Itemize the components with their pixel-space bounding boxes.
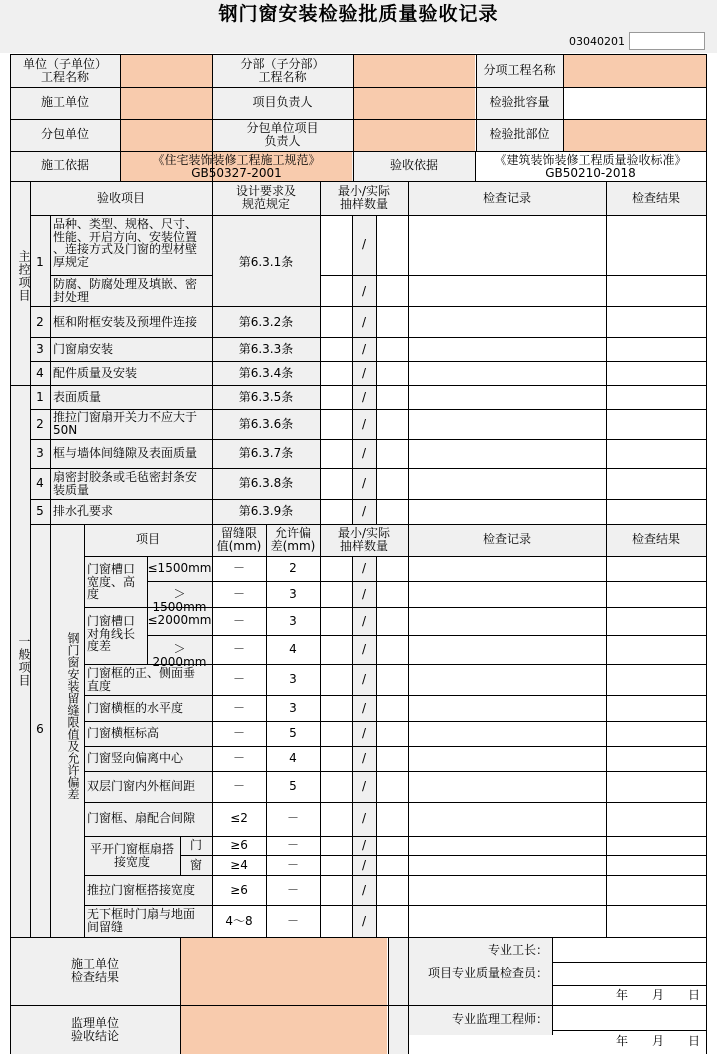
- tol-row-name-3: 门窗槽口 对角线长 度差: [87, 614, 136, 654]
- tol-row-name-5: 门窗框的正、侧面垂 直度: [87, 666, 196, 693]
- general-item-clause-1: 第6.3.5条: [238, 390, 294, 404]
- tol-row-allow-11: －: [286, 838, 299, 852]
- tol-row-sub-4: ＞2000mm: [152, 642, 207, 669]
- main-item-slash-1: /: [361, 237, 367, 251]
- main-item-clause-3: 第6.3.3条: [238, 342, 294, 356]
- main-item-slash-3: /: [361, 342, 367, 356]
- general-item-slash-3: /: [361, 446, 367, 460]
- tol-row-gap-3: －: [232, 614, 245, 628]
- tol-row-slash-14: /: [361, 914, 367, 928]
- tol-header-sample: 最小/实际 抽样数量: [337, 526, 391, 553]
- tol-row-slash-1: /: [361, 561, 367, 575]
- tol-row-allow-6: 3: [289, 701, 297, 715]
- tol-row-gap-1: －: [232, 561, 245, 575]
- quality-inspector-label: 项目专业质量检查员：: [427, 966, 548, 980]
- general-item-slash-5: /: [361, 504, 367, 518]
- construction-standard: 《住宅装饰装修工程施工规范》 GB50327-2001: [152, 153, 321, 180]
- tol-header-result: 检查结果: [631, 532, 680, 546]
- general-item-name-3: 框与墙体间缝隙及表面质量: [53, 446, 198, 460]
- tol-row-gap-13: ≥6: [230, 883, 248, 897]
- batch-capacity-label: 检验批容量: [489, 95, 550, 109]
- header-design: 设计要求及 规范规定: [235, 184, 296, 211]
- supervisor-date: 年 月 日: [615, 1034, 700, 1048]
- tol-row-sub-12: 窗: [189, 858, 202, 872]
- tol-row-allow-1: 2: [289, 561, 297, 575]
- main-item-slash-1b: /: [361, 284, 367, 298]
- supervisor-conclusion-field[interactable]: [181, 1006, 387, 1054]
- main-item-clause-2: 第6.3.2条: [238, 315, 294, 329]
- general-item-no-3: 3: [36, 446, 44, 460]
- tol-row-slash-10: /: [361, 811, 367, 825]
- tol-row-name-14: 无下框时门扇与地面 间留缝: [87, 907, 196, 934]
- tol-row-slash-13: /: [361, 883, 367, 897]
- header-item: 验收项目: [96, 191, 145, 205]
- quality-inspector-signature[interactable]: [553, 963, 705, 984]
- general-item-slash-1: /: [361, 390, 367, 404]
- tol-row-allow-9: 5: [289, 779, 297, 793]
- page-title: 钢门窗安装检验批质量验收记录: [218, 3, 499, 25]
- tol-row-gap-7: －: [232, 726, 245, 740]
- general-item-clause-2: 第6.3.6条: [238, 417, 294, 431]
- tol-row-gap-12: ≥4: [230, 858, 248, 872]
- general-item-no-4: 4: [36, 476, 44, 490]
- main-item-name-1b: 防腐、防腐处理及填嵌、密 封处理: [53, 277, 198, 304]
- tol-row-gap-2: －: [232, 587, 245, 601]
- unit-project-field[interactable]: [121, 55, 212, 87]
- header-sample: 最小/实际 抽样数量: [337, 184, 391, 211]
- general-item-clause-4: 第6.3.8条: [238, 476, 294, 490]
- acceptance-standard: 《建筑装饰装修工程质量验收标准》 GB50210-2018: [494, 153, 687, 180]
- main-control-label: 主控项目: [17, 250, 31, 302]
- general-item-clause-3: 第6.3.7条: [238, 446, 294, 460]
- tol-row-gap-5: －: [232, 672, 245, 686]
- project-manager-label: 项目负责人: [252, 95, 313, 109]
- general-item-label: 一般项目: [17, 635, 31, 687]
- tol-row-allow-13: －: [286, 883, 299, 897]
- header-result: 检查结果: [631, 191, 680, 205]
- general-item-name-5: 排水孔要求: [53, 504, 114, 518]
- tol-row-allow-14: －: [286, 914, 299, 928]
- supervisor-engineer-label: 专业监理工程师：: [451, 1012, 548, 1026]
- contractor-result-field[interactable]: [181, 938, 387, 1005]
- sub-manager-label: 分包单位项目 负责人: [246, 121, 319, 148]
- general-item-name-2: 推拉门窗扇开关力不应大于 50N: [53, 410, 198, 437]
- tol-row-allow-4: 4: [289, 642, 297, 656]
- tol-row-gap-14: 4～8: [225, 914, 253, 928]
- tol-header-gap: 留缝限 值(mm): [216, 526, 262, 553]
- item-project-field[interactable]: [564, 55, 706, 87]
- tol-row-gap-9: －: [232, 779, 245, 793]
- batch-location-field[interactable]: [564, 120, 706, 151]
- contractor-result-label: 施工单位 检查结果: [70, 957, 119, 984]
- tolerance-group-label: 钢门窗安装留缝限值及允许偏差: [66, 632, 80, 800]
- construction-basis-label: 施工依据: [40, 158, 89, 172]
- tol-row-slash-4: /: [361, 642, 367, 656]
- form-code: 03040201: [569, 35, 625, 48]
- tol-row-name-6: 门窗横框的水平度: [87, 701, 184, 715]
- tol-header-allow: 允许偏 差(mm): [270, 526, 316, 553]
- contractor-field[interactable]: [121, 88, 212, 119]
- main-item-name-4: 配件质量及安装: [53, 366, 138, 380]
- tol-row-allow-10: －: [286, 811, 299, 825]
- tolerance-no: 6: [36, 722, 44, 736]
- tol-row-allow-8: 4: [289, 751, 297, 765]
- main-item-clause-1: 第6.3.1条: [238, 255, 294, 269]
- unit-project-label: 单位（子单位） 工程名称: [22, 57, 107, 84]
- tol-row-sub-3: ≤2000mm: [147, 613, 212, 627]
- tol-row-sub-2: ＞1500mm: [152, 587, 207, 614]
- acceptance-basis-label: 验收依据: [389, 158, 438, 172]
- foreman-label: 专业工长：: [487, 943, 548, 957]
- subcontractor-label: 分包单位: [40, 127, 89, 141]
- tol-row-allow-2: 3: [289, 587, 297, 601]
- header-record: 检查记录: [482, 191, 531, 205]
- main-item-slash-2: /: [361, 315, 367, 329]
- sub-project-field[interactable]: [354, 55, 475, 87]
- main-item-name-1: 品种、类型、规格、尺寸、 性能、开启方向、安装位置 、连接方式及门窗的型材壁 厚规定: [53, 217, 198, 269]
- tol-row-gap-4: －: [232, 642, 245, 656]
- supervisor-engineer-signature[interactable]: [553, 1006, 705, 1029]
- batch-location-label: 检验批部位: [489, 127, 550, 141]
- tol-row-allow-12: －: [286, 858, 299, 872]
- form-code-input[interactable]: [629, 32, 705, 50]
- tol-row-allow-3: 3: [289, 614, 297, 628]
- tol-row-sub-11: 门: [189, 838, 202, 852]
- tol-row-gap-11: ≥6: [230, 838, 248, 852]
- subcontractor-field[interactable]: [121, 120, 212, 151]
- tol-row-slash-8: /: [361, 751, 367, 765]
- tol-row-slash-5: /: [361, 672, 367, 686]
- tol-header-item: 项目: [135, 532, 160, 546]
- main-item-clause-4: 第6.3.4条: [238, 366, 294, 380]
- tol-row-name-8: 门窗竖向偏离中心: [87, 751, 184, 765]
- main-item-slash-4: /: [361, 366, 367, 380]
- tol-row-name-13: 推拉门窗框搭接宽度: [87, 883, 196, 897]
- tol-row-slash-7: /: [361, 726, 367, 740]
- contractor-date: 年 月 日: [615, 988, 700, 1002]
- tol-row-gap-10: ≤2: [230, 811, 248, 825]
- contractor-label: 施工单位: [40, 95, 89, 109]
- foreman-signature[interactable]: [553, 938, 705, 961]
- tol-row-gap-8: －: [232, 751, 245, 765]
- tol-row-name-11: 平开门窗框扇搭 接宽度: [89, 842, 174, 869]
- main-item-no-3: 3: [36, 342, 44, 356]
- tol-row-name-9: 双层门窗内外框间距: [87, 779, 196, 793]
- tol-header-record: 检查记录: [482, 532, 531, 546]
- tol-row-sub-1: ≤1500mm: [147, 561, 212, 575]
- main-item-no-2: 2: [36, 315, 44, 329]
- general-item-slash-4: /: [361, 476, 367, 490]
- sub-manager-field[interactable]: [354, 120, 475, 151]
- main-item-name-3: 门窗扇安装: [53, 342, 114, 356]
- tol-row-name-10: 门窗框、扇配合间隙: [87, 811, 196, 825]
- tol-row-slash-6: /: [361, 701, 367, 715]
- supervisor-conclusion-label: 监理单位 验收结论: [70, 1016, 119, 1043]
- tol-row-slash-2: /: [361, 587, 367, 601]
- tol-row-slash-9: /: [361, 779, 367, 793]
- general-item-name-4: 扇密封胶条或毛毡密封条安 装质量: [53, 470, 198, 497]
- tol-row-slash-3: /: [361, 614, 367, 628]
- general-item-no-2: 2: [36, 417, 44, 431]
- project-manager-field[interactable]: [354, 88, 475, 119]
- general-item-no-1: 1: [36, 390, 44, 404]
- general-item-slash-2: /: [361, 417, 367, 431]
- item-project-label: 分项工程名称: [483, 63, 556, 77]
- tol-row-allow-5: 3: [289, 672, 297, 686]
- sub-project-label: 分部（子分部） 工程名称: [240, 57, 325, 84]
- general-item-name-1: 表面质量: [53, 390, 102, 404]
- tol-row-slash-11: /: [361, 838, 367, 852]
- main-item-name-2: 框和附框安装及预埋件连接: [53, 315, 198, 329]
- tol-row-allow-7: 5: [289, 726, 297, 740]
- general-item-no-5: 5: [36, 504, 44, 518]
- main-item-no-1: 1: [36, 255, 44, 269]
- tol-row-gap-6: －: [232, 701, 245, 715]
- tol-row-slash-12: /: [361, 858, 367, 872]
- main-item-no-4: 4: [36, 366, 44, 380]
- tol-row-name-7: 门窗横框标高: [87, 726, 160, 740]
- tol-row-name-1: 门窗槽口 宽度、高 度: [87, 562, 136, 602]
- general-item-clause-5: 第6.3.9条: [238, 504, 294, 518]
